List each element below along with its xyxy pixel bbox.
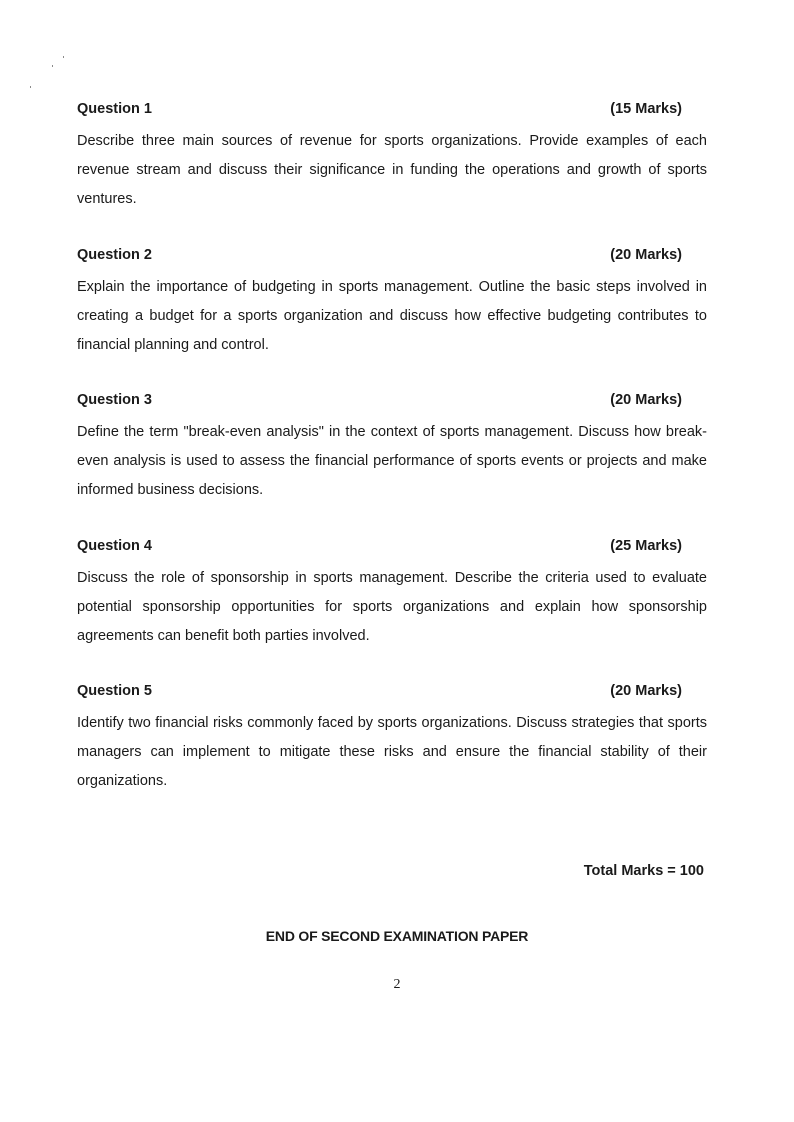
question-marks: (20 Marks) bbox=[610, 392, 682, 408]
question-title: Question 4 bbox=[77, 538, 152, 554]
question-header bbox=[77, 245, 707, 265]
question-2 bbox=[77, 245, 707, 360]
question-title: Question 5 bbox=[77, 683, 152, 699]
question-header bbox=[77, 99, 707, 119]
scan-speck bbox=[52, 65, 53, 67]
question-body: Describe three main sources of revenue for sports organizations. Provide examples of each revenue stream and discuss their significance in funding the operations and growth of sports ventures. bbox=[77, 133, 707, 207]
question-title: Question 3 bbox=[77, 392, 152, 408]
question-marks: (25 Marks) bbox=[610, 538, 682, 554]
scan-speck bbox=[63, 56, 64, 58]
question-1 bbox=[77, 99, 707, 214]
question-body: Explain the importance of budgeting in sports management. Outline the basic steps involved in creating a budget for a sports organization and discuss how effective budgeting contributes to financial planning and control. bbox=[77, 279, 707, 353]
total-marks: Total Marks = 100 bbox=[583, 863, 704, 879]
question-body: Define the term "break-even analysis" in the context of sports management. Discuss how break-even analysis is used to assess the financial performance of sports events or projects and make informed business decisions. bbox=[77, 424, 707, 498]
question-title: Question 2 bbox=[77, 247, 152, 263]
question-3 bbox=[77, 390, 707, 505]
question-header bbox=[77, 390, 707, 410]
question-marks: (15 Marks) bbox=[610, 101, 682, 117]
scan-speck bbox=[30, 86, 31, 88]
question-title: Question 1 bbox=[77, 101, 152, 117]
question-header bbox=[77, 536, 707, 556]
question-header bbox=[77, 681, 707, 701]
question-body: Identify two financial risks commonly faced by sports organizations. Discuss strategies that sports managers can implement to mitigate these risks and ensure the financial stability of their organizations. bbox=[77, 715, 707, 789]
question-marks: (20 Marks) bbox=[610, 247, 682, 263]
page-number: 2 bbox=[393, 977, 401, 992]
question-body: Discuss the role of sponsorship in sports management. Describe the criteria used to evaluate potential sponsorship opportunities for sports organizations and explain how sponsorship agreements can benefit both parties involved. bbox=[77, 570, 707, 644]
end-of-paper: END OF SECOND EXAMINATION PAPER bbox=[265, 928, 529, 944]
question-marks: (20 Marks) bbox=[610, 683, 682, 699]
question-4 bbox=[77, 536, 707, 651]
question-5 bbox=[77, 681, 707, 796]
